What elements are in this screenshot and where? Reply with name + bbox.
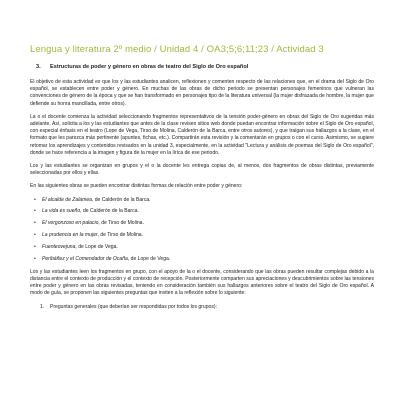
section-number: 3. bbox=[36, 64, 41, 70]
sub-item bbox=[40, 304, 374, 311]
work-title: La vida es sueño bbox=[42, 208, 81, 215]
list-item bbox=[42, 232, 374, 239]
paragraph-objective: El objetivo de esta actividad es que los y las estudiantes analicen, reflexionen y comenten respecto de las relaciones que, en el drama del Siglo de Oro español, se establecen entre poder y género. En muchas de las obras de dicho periodo se presentan personajes femeninos que vulneran las convenciones de género de la época y que se han transformado en personajes tipo de la literatura universal (la mujer disfrazada de hombre, la mujer que defiende su honra mancillada, entre otros). bbox=[30, 79, 374, 107]
sub-item-text: Preguntas generales (que deberían ser respondidas por todos los grupos): bbox=[50, 303, 217, 310]
works-list bbox=[30, 197, 374, 263]
work-author: , de Tirso de Molina. bbox=[98, 220, 144, 227]
section-title bbox=[36, 64, 374, 70]
list-item bbox=[42, 244, 374, 251]
works-list-intro: En las siguientes obras se pueden encontrar distintas formas de relación entre poder y género: bbox=[30, 183, 243, 190]
paragraph-groups: Los y las estudiantes se organizan en grupos y el o la docente les entrega copias de, al menos, dos fragmentos de obras distintas, previamente seleccionadas por ellos y ellas. bbox=[30, 163, 374, 177]
work-title: La prudencia en la mujer bbox=[42, 232, 98, 239]
list-item bbox=[42, 208, 374, 215]
work-author: , de Tirso de Molina. bbox=[97, 232, 144, 239]
work-title: Fuenteovejuna bbox=[42, 243, 76, 250]
work-author: , de Lope de Vega. bbox=[127, 255, 171, 262]
sub-item-number: 1. bbox=[40, 303, 45, 310]
list-item bbox=[42, 197, 374, 204]
paragraph-closing: Los y las estudiantes leen los fragmentos en grupo, con el apoyo de la o el docente, considerando que las obras pueden resultar complejas debido a la distancia entre el contexto de producción y el contexto de recepción. Posteriormente comparten sus apreciaciones y descubrimientos sobre las tensiones entre poder y género en las obras revisadas, teniendo en consideración también sus hallazgos anteriores sobre el teatro del Siglo de Oro español. A modo de guía, se proponen las siguientes preguntas que inviten a la reflexión sobre lo siguiente: bbox=[30, 268, 374, 297]
work-author: , de Calderón de la Barca. bbox=[91, 196, 151, 203]
list-item bbox=[42, 220, 374, 227]
work-title: Peribáñez y el Comendador de Ocaña bbox=[42, 255, 128, 262]
section-title-text: Estructuras de poder y género en obras de teatro del Siglo de Oro español bbox=[50, 64, 249, 70]
work-author: , de Lope de Vega. bbox=[75, 243, 118, 250]
page-header: Lengua y literatura 2º medio / Unidad 4 / OA3;5;6;11;23 / Actividad 3 bbox=[30, 44, 324, 55]
paragraph-teacher: La o el docente comienza la actividad seleccionando fragmentos representativos de la tensión poder-género en obras del Siglo de Oro sugeridas más adelante. Así, solicita a los y las estudiantes que antes de la clase revisen sitios web donde puedan encontrar información sobre el Siglo de Oro español, con especial énfasis en el teatro (Lope de Vega, Tirso de Molina, Calderón de la Barca, entre otros autores), y que traigan sus hallazgos a la clase, en el formato que les parezca más pertinente (apuntes, fichas, etc.). Compartirán esta revisión y la comentarán en grupos o con el curso. Asimismo, se sugiere retomar los aprendizajes y contenidos revisados en la unidad 3, especialmente, en la actividad "Lectura y análisis de poemas del Siglo de Oro español", donde se hace referencia a la imagen y figura de la mujer en la lírica de ese periodo. bbox=[30, 113, 374, 156]
work-title: El alcalde de Zalamea bbox=[42, 196, 92, 203]
list-item bbox=[42, 256, 374, 263]
work-author: , de Calderón de la Barca. bbox=[80, 208, 139, 215]
work-title: El vergonzoso en palacio bbox=[42, 220, 99, 227]
